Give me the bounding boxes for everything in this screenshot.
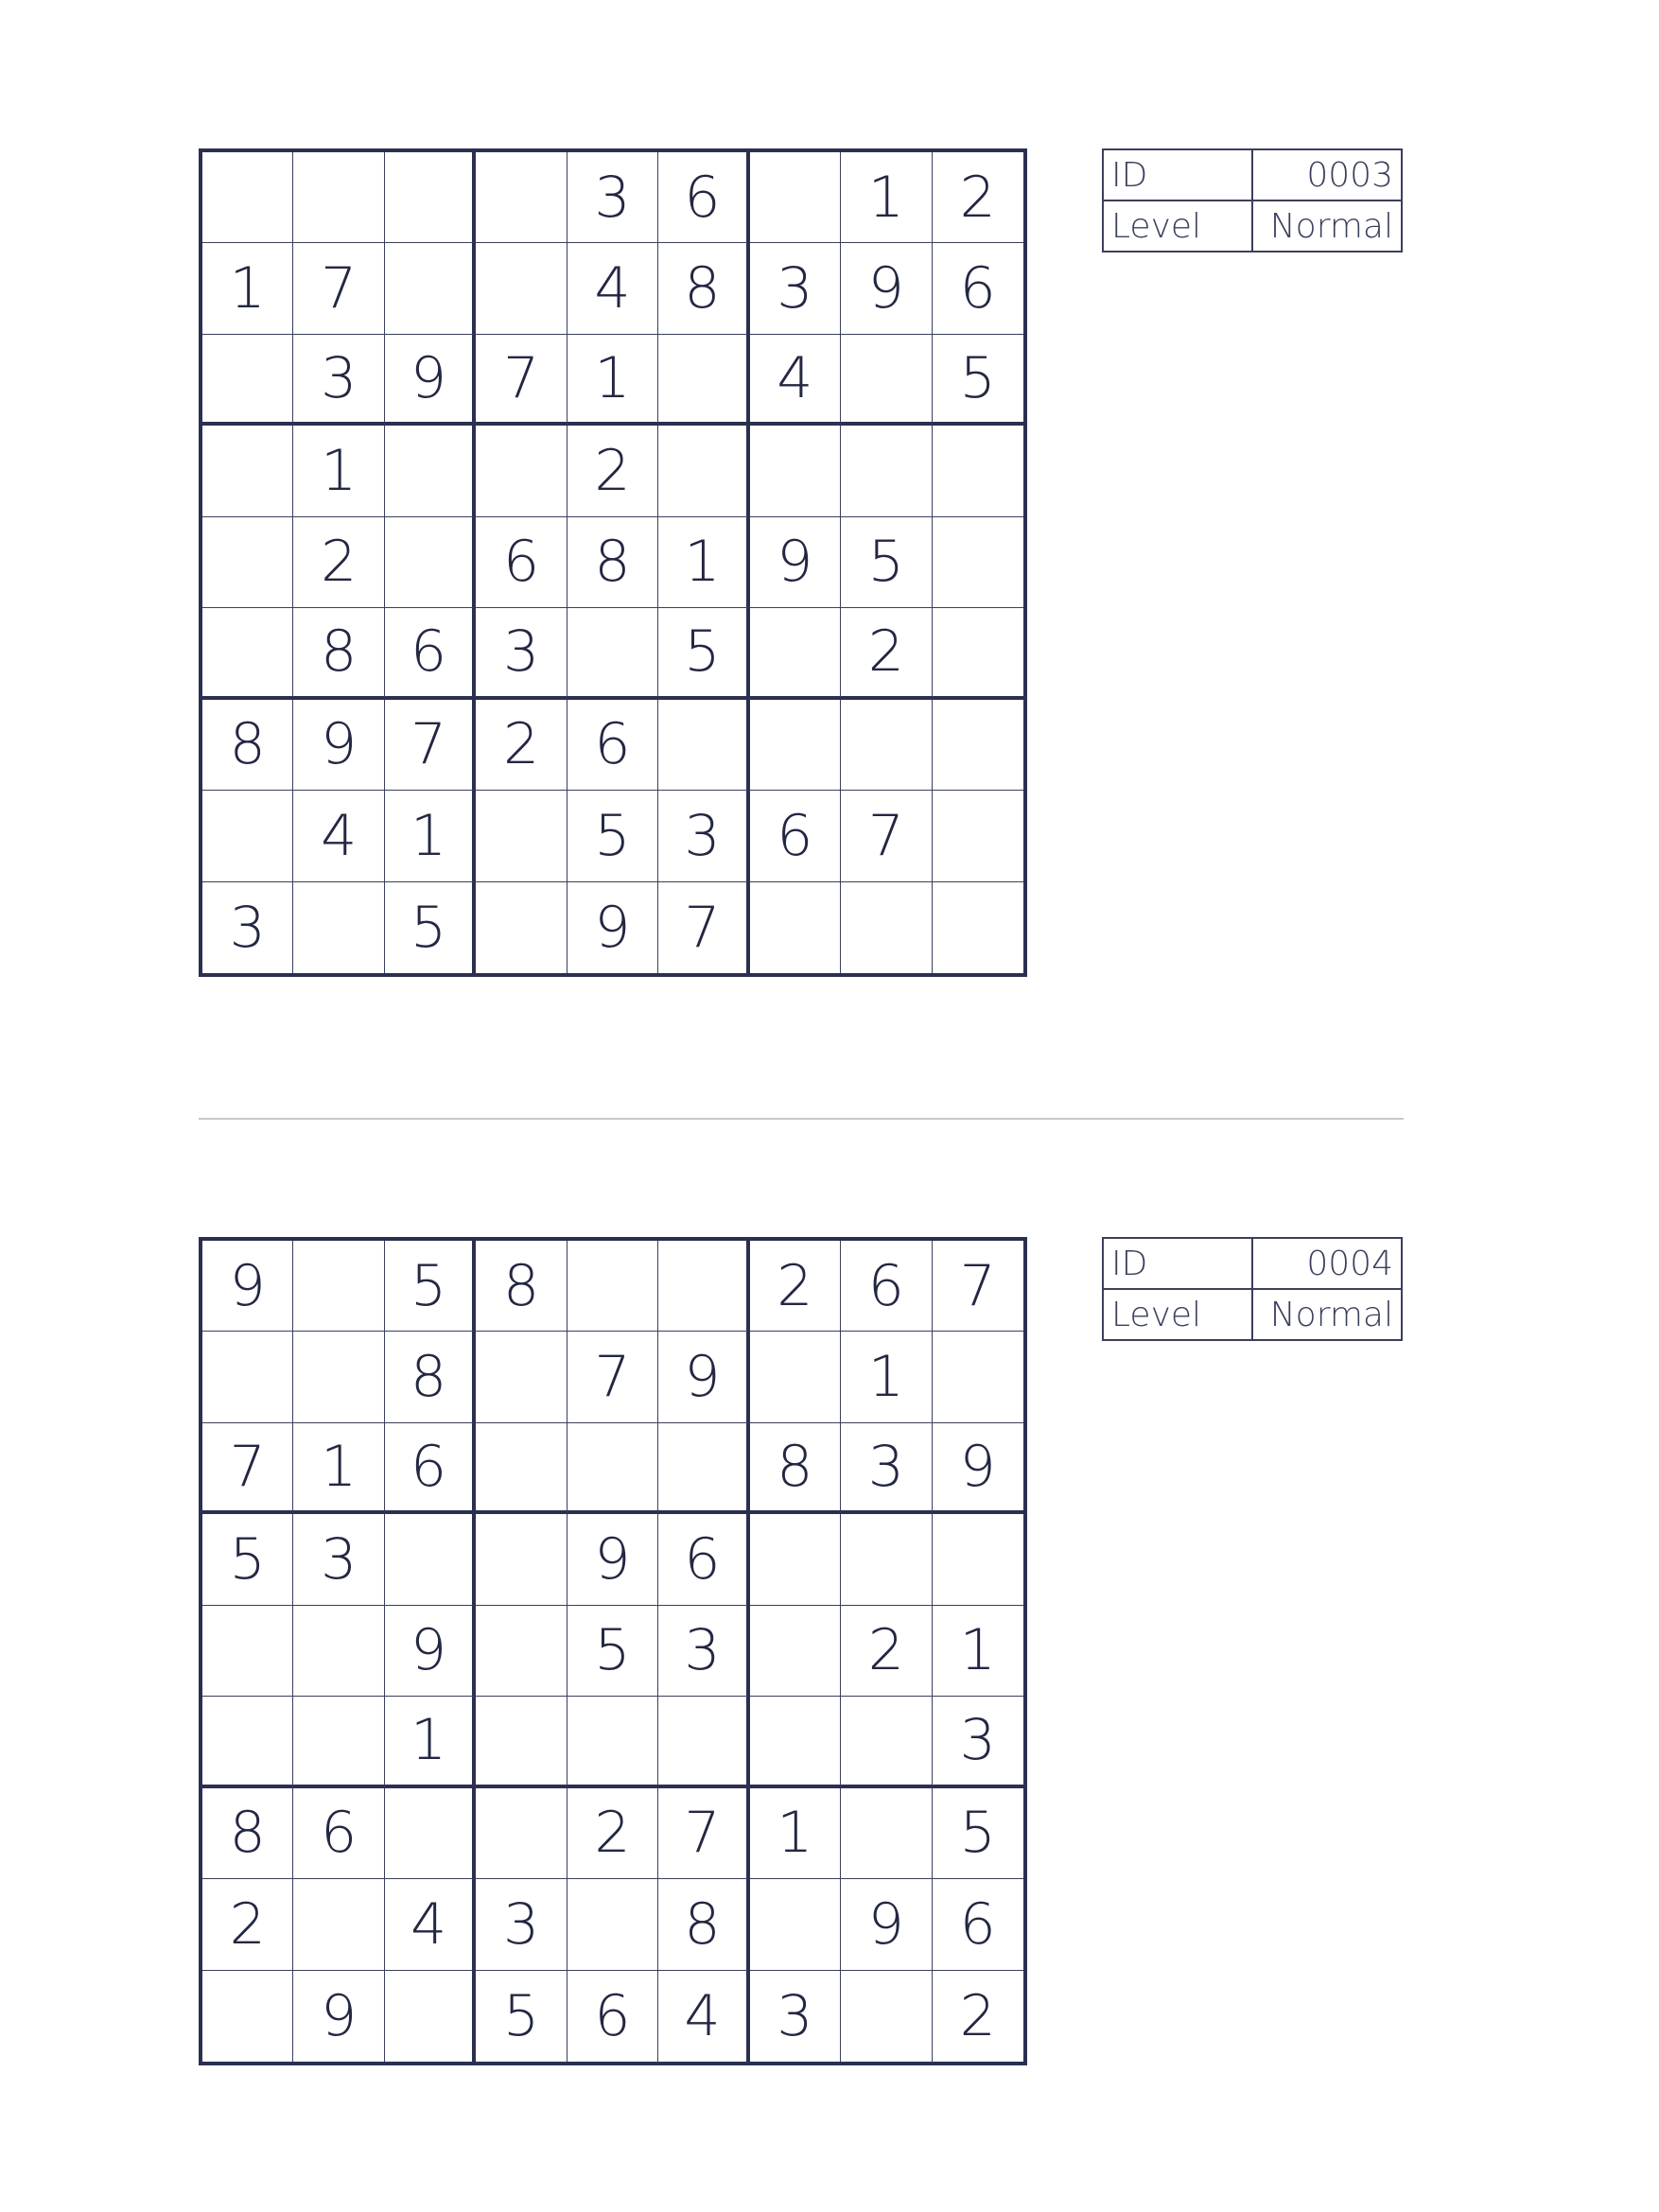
sudoku-cell-r2-c1[interactable]: 1	[293, 1423, 384, 1514]
sudoku-cell-r5-c4[interactable]	[568, 608, 658, 699]
sudoku-cell-r4-c3[interactable]	[476, 1606, 567, 1697]
sudoku-cell-r6-c1[interactable]: 9	[293, 700, 384, 791]
sudoku-cell-r4-c8[interactable]	[933, 517, 1023, 608]
sudoku-cell-r8-c0[interactable]	[202, 1971, 293, 2062]
sudoku-cell-r7-c6[interactable]	[750, 1879, 841, 1970]
sudoku-cell-r0-c2[interactable]	[385, 152, 476, 243]
sudoku-cell-r4-c4[interactable]: 8	[568, 517, 658, 608]
sudoku-cell-r0-c6[interactable]: 2	[750, 1241, 841, 1332]
sudoku-cell-r7-c5[interactable]: 8	[658, 1879, 749, 1970]
sudoku-cell-r2-c3[interactable]: 7	[476, 335, 567, 426]
sudoku-cell-r1-c0[interactable]	[202, 1332, 293, 1422]
sudoku-cell-r5-c5[interactable]: 5	[658, 608, 749, 699]
sudoku-cell-r5-c4[interactable]	[568, 1697, 658, 1787]
sudoku-cell-r7-c4[interactable]: 5	[568, 791, 658, 881]
sudoku-cell-r0-c5[interactable]: 6	[658, 152, 749, 243]
sudoku-cell-r3-c6[interactable]	[750, 1514, 841, 1605]
puzzle-info-table	[1102, 148, 1403, 253]
id-value: 0004	[1252, 1238, 1402, 1289]
sudoku-cell-r2-c3[interactable]	[476, 1423, 567, 1514]
sudoku-cell-r3-c5[interactable]: 6	[658, 1514, 749, 1605]
sudoku-cell-r7-c2[interactable]: 4	[385, 1879, 476, 1970]
sudoku-cell-r8-c5[interactable]: 4	[658, 1971, 749, 2062]
sudoku-cell-r1-c4[interactable]: 4	[568, 243, 658, 334]
sudoku-cell-r3-c8[interactable]	[933, 1514, 1023, 1605]
sudoku-cell-r2-c5[interactable]	[658, 1423, 749, 1514]
sudoku-cell-r4-c6[interactable]	[750, 1606, 841, 1697]
sudoku-cell-r1-c2[interactable]: 8	[385, 1332, 476, 1422]
sudoku-cell-r5-c1[interactable]: 8	[293, 608, 384, 699]
sudoku-cell-r2-c2[interactable]: 6	[385, 1423, 476, 1514]
sudoku-cell-r5-c0[interactable]	[202, 608, 293, 699]
sudoku-cell-r1-c4[interactable]: 7	[568, 1332, 658, 1422]
sudoku-cell-r5-c0[interactable]	[202, 1697, 293, 1787]
sudoku-cell-r4-c0[interactable]	[202, 1606, 293, 1697]
sudoku-cell-r1-c7[interactable]: 1	[841, 1332, 932, 1422]
sudoku-cell-r4-c7[interactable]: 2	[841, 1606, 932, 1697]
sudoku-cell-r4-c2[interactable]	[385, 517, 476, 608]
sudoku-cell-r5-c8[interactable]: 3	[933, 1697, 1023, 1787]
sudoku-cell-r6-c4[interactable]: 2	[568, 1788, 658, 1879]
sudoku-cell-r1-c6[interactable]	[750, 1332, 841, 1422]
id-label: ID	[1103, 149, 1252, 200]
sudoku-cell-r0-c4[interactable]	[568, 1241, 658, 1332]
sudoku-cell-r2-c1[interactable]: 3	[293, 335, 384, 426]
level-value: Normal	[1252, 1289, 1402, 1340]
sudoku-cell-r4-c4[interactable]: 5	[568, 1606, 658, 1697]
sudoku-cell-r5-c6[interactable]	[750, 608, 841, 699]
sudoku-cell-r8-c1[interactable]: 9	[293, 1971, 384, 2062]
sudoku-cell-r7-c8[interactable]: 6	[933, 1879, 1023, 1970]
sudoku-cell-r0-c4[interactable]: 3	[568, 152, 658, 243]
sudoku-cell-r2-c0[interactable]	[202, 335, 293, 426]
sudoku-cell-r0-c8[interactable]: 7	[933, 1241, 1023, 1332]
sudoku-cell-r3-c2[interactable]	[385, 1514, 476, 1605]
id-row	[1103, 149, 1402, 200]
sudoku-cell-r3-c6[interactable]	[750, 426, 841, 516]
sudoku-cell-r3-c2[interactable]	[385, 426, 476, 516]
sudoku-cell-r1-c8[interactable]	[933, 1332, 1023, 1422]
sudoku-cell-r4-c1[interactable]	[293, 1606, 384, 1697]
sudoku-cell-r2-c8[interactable]: 5	[933, 335, 1023, 426]
sudoku-cell-r2-c0[interactable]: 7	[202, 1423, 293, 1514]
sudoku-cell-r8-c3[interactable]: 5	[476, 1971, 567, 2062]
sudoku-cell-r3-c5[interactable]	[658, 426, 749, 516]
id-row	[1103, 1238, 1402, 1289]
sudoku-cell-r8-c1[interactable]	[293, 882, 384, 973]
level-row	[1103, 200, 1402, 252]
sudoku-cell-r6-c3[interactable]: 2	[476, 700, 567, 791]
sudoku-cell-r4-c8[interactable]: 1	[933, 1606, 1023, 1697]
sudoku-cell-r8-c6[interactable]: 3	[750, 1971, 841, 2062]
sudoku-cell-r5-c7[interactable]	[841, 1697, 932, 1787]
sudoku-cell-r1-c3[interactable]	[476, 1332, 567, 1422]
sudoku-cell-r4-c7[interactable]: 5	[841, 517, 932, 608]
sudoku-cell-r4-c6[interactable]: 9	[750, 517, 841, 608]
sudoku-cell-r0-c1[interactable]	[293, 152, 384, 243]
sudoku-cell-r5-c3[interactable]: 3	[476, 608, 567, 699]
sudoku-cell-r5-c5[interactable]	[658, 1697, 749, 1787]
sudoku-cell-r8-c7[interactable]	[841, 1971, 932, 2062]
sudoku-cell-r1-c1[interactable]	[293, 1332, 384, 1422]
sudoku-cell-r5-c3[interactable]	[476, 1697, 567, 1787]
sudoku-cell-r3-c1[interactable]: 3	[293, 1514, 384, 1605]
sudoku-cell-r2-c7[interactable]: 3	[841, 1423, 932, 1514]
sudoku-cell-r4-c5[interactable]: 1	[658, 517, 749, 608]
sudoku-cell-r1-c8[interactable]: 6	[933, 243, 1023, 334]
sudoku-cell-r5-c2[interactable]: 1	[385, 1697, 476, 1787]
sudoku-cell-r0-c5[interactable]	[658, 1241, 749, 1332]
sudoku-cell-r3-c8[interactable]	[933, 426, 1023, 516]
sudoku-cell-r7-c5[interactable]: 3	[658, 791, 749, 881]
sudoku-cell-r1-c0[interactable]: 1	[202, 243, 293, 334]
sudoku-cell-r1-c6[interactable]: 3	[750, 243, 841, 334]
sudoku-cell-r1-c5[interactable]: 9	[658, 1332, 749, 1422]
sudoku-cell-r2-c2[interactable]: 9	[385, 335, 476, 426]
puzzle-info-table	[1102, 1237, 1403, 1341]
id-value: 0003	[1252, 149, 1402, 200]
sudoku-cell-r4-c1[interactable]: 2	[293, 517, 384, 608]
puzzle-divider	[199, 1118, 1404, 1120]
sudoku-cell-r0-c0[interactable]: 9	[202, 1241, 293, 1332]
sudoku-cell-r1-c7[interactable]: 9	[841, 243, 932, 334]
sudoku-cell-r8-c7[interactable]	[841, 882, 932, 973]
sudoku-cell-r3-c3[interactable]	[476, 1514, 567, 1605]
sudoku-board	[199, 148, 1027, 977]
sudoku-cell-r6-c2[interactable]: 7	[385, 700, 476, 791]
sudoku-cell-r8-c4[interactable]: 9	[568, 882, 658, 973]
sudoku-cell-r0-c3[interactable]: 8	[476, 1241, 567, 1332]
sudoku-cell-r3-c0[interactable]: 5	[202, 1514, 293, 1605]
sudoku-cell-r6-c2[interactable]	[385, 1788, 476, 1879]
sudoku-cell-r4-c2[interactable]: 9	[385, 1606, 476, 1697]
sudoku-cell-r8-c5[interactable]: 7	[658, 882, 749, 973]
sudoku-cell-r4-c3[interactable]: 6	[476, 517, 567, 608]
sudoku-cell-r7-c6[interactable]: 6	[750, 791, 841, 881]
sudoku-cell-r0-c1[interactable]	[293, 1241, 384, 1332]
sudoku-cell-r0-c7[interactable]: 1	[841, 152, 932, 243]
sudoku-cell-r2-c4[interactable]	[568, 1423, 658, 1514]
sudoku-cell-r3-c1[interactable]: 1	[293, 426, 384, 516]
sudoku-cell-r3-c3[interactable]	[476, 426, 567, 516]
sudoku-cell-r2-c6[interactable]: 4	[750, 335, 841, 426]
sudoku-cell-r4-c0[interactable]	[202, 517, 293, 608]
sudoku-cell-r0-c2[interactable]: 5	[385, 1241, 476, 1332]
sudoku-cell-r3-c0[interactable]	[202, 426, 293, 516]
sudoku-cell-r2-c4[interactable]: 1	[568, 335, 658, 426]
sudoku-cell-r3-c4[interactable]: 9	[568, 1514, 658, 1605]
sudoku-cell-r7-c1[interactable]	[293, 1879, 384, 1970]
sudoku-cell-r5-c2[interactable]: 6	[385, 608, 476, 699]
sudoku-cell-r6-c6[interactable]	[750, 700, 841, 791]
sudoku-cell-r0-c8[interactable]: 2	[933, 152, 1023, 243]
level-label: Level	[1103, 1289, 1252, 1340]
sudoku-cell-r2-c6[interactable]: 8	[750, 1423, 841, 1514]
sudoku-cell-r7-c0[interactable]: 2	[202, 1879, 293, 1970]
sudoku-cell-r6-c7[interactable]	[841, 1788, 932, 1879]
sudoku-cell-r6-c3[interactable]	[476, 1788, 567, 1879]
sudoku-cell-r3-c7[interactable]	[841, 1514, 932, 1605]
sudoku-cell-r7-c4[interactable]	[568, 1879, 658, 1970]
sudoku-cell-r5-c1[interactable]	[293, 1697, 384, 1787]
level-value: Normal	[1252, 200, 1402, 252]
sudoku-cell-r0-c6[interactable]	[750, 152, 841, 243]
sudoku-cell-r6-c1[interactable]: 6	[293, 1788, 384, 1879]
sudoku-cell-r7-c8[interactable]	[933, 791, 1023, 881]
sudoku-cell-r1-c1[interactable]: 7	[293, 243, 384, 334]
sudoku-cell-r5-c7[interactable]: 2	[841, 608, 932, 699]
level-label: Level	[1103, 200, 1252, 252]
id-label: ID	[1103, 1238, 1252, 1289]
sudoku-cell-r3-c4[interactable]: 2	[568, 426, 658, 516]
sudoku-board	[199, 1237, 1027, 2065]
sudoku-cell-r7-c2[interactable]: 1	[385, 791, 476, 881]
sudoku-cell-r6-c0[interactable]: 8	[202, 1788, 293, 1879]
sudoku-cell-r5-c6[interactable]	[750, 1697, 841, 1787]
sudoku-cell-r6-c4[interactable]: 6	[568, 700, 658, 791]
sudoku-cell-r6-c8[interactable]: 5	[933, 1788, 1023, 1879]
sudoku-cell-r7-c3[interactable]: 3	[476, 1879, 567, 1970]
sudoku-cell-r8-c8[interactable]	[933, 882, 1023, 973]
sudoku-cell-r0-c7[interactable]: 6	[841, 1241, 932, 1332]
sudoku-cell-r7-c0[interactable]	[202, 791, 293, 881]
sudoku-cell-r6-c7[interactable]	[841, 700, 932, 791]
sudoku-cell-r2-c8[interactable]: 9	[933, 1423, 1023, 1514]
sudoku-cell-r7-c7[interactable]: 9	[841, 1879, 932, 1970]
sudoku-cell-r1-c5[interactable]: 8	[658, 243, 749, 334]
sudoku-cell-r6-c5[interactable]	[658, 700, 749, 791]
sudoku-cell-r1-c3[interactable]	[476, 243, 567, 334]
sudoku-cell-r8-c4[interactable]: 6	[568, 1971, 658, 2062]
sudoku-cell-r8-c3[interactable]	[476, 882, 567, 973]
level-row	[1103, 1289, 1402, 1340]
sudoku-cell-r8-c8[interactable]: 2	[959, 1982, 996, 2049]
sudoku-cell-r4-c5[interactable]: 3	[658, 1606, 749, 1697]
sudoku-cell-r7-c7[interactable]: 7	[841, 791, 932, 881]
sudoku-cell-r0-c3[interactable]	[476, 152, 567, 243]
sudoku-cell-r2-c7[interactable]	[841, 335, 932, 426]
sudoku-cell-r8-c6[interactable]	[750, 882, 841, 973]
sudoku-cell-r2-c5[interactable]	[658, 335, 749, 426]
sudoku-cell-r8-c2[interactable]: 5	[385, 882, 476, 973]
sudoku-cell-r6-c6[interactable]: 1	[750, 1788, 841, 1879]
sudoku-cell-r8-c0[interactable]: 3	[202, 882, 293, 973]
sudoku-cell-r5-c8[interactable]	[933, 608, 1023, 699]
sudoku-cell-r6-c8[interactable]	[933, 700, 1023, 791]
sudoku-cell-r6-c5[interactable]: 7	[658, 1788, 749, 1879]
sudoku-cell-r7-c1[interactable]: 4	[293, 791, 384, 881]
sudoku-cell-r6-c0[interactable]: 8	[202, 700, 293, 791]
sudoku-cell-r8-c2[interactable]	[385, 1971, 476, 2062]
sudoku-cell-r0-c0[interactable]	[202, 152, 293, 243]
sudoku-cell-r7-c3[interactable]	[476, 791, 567, 881]
sudoku-cell-r3-c7[interactable]	[841, 426, 932, 516]
sudoku-cell-r1-c2[interactable]	[385, 243, 476, 334]
